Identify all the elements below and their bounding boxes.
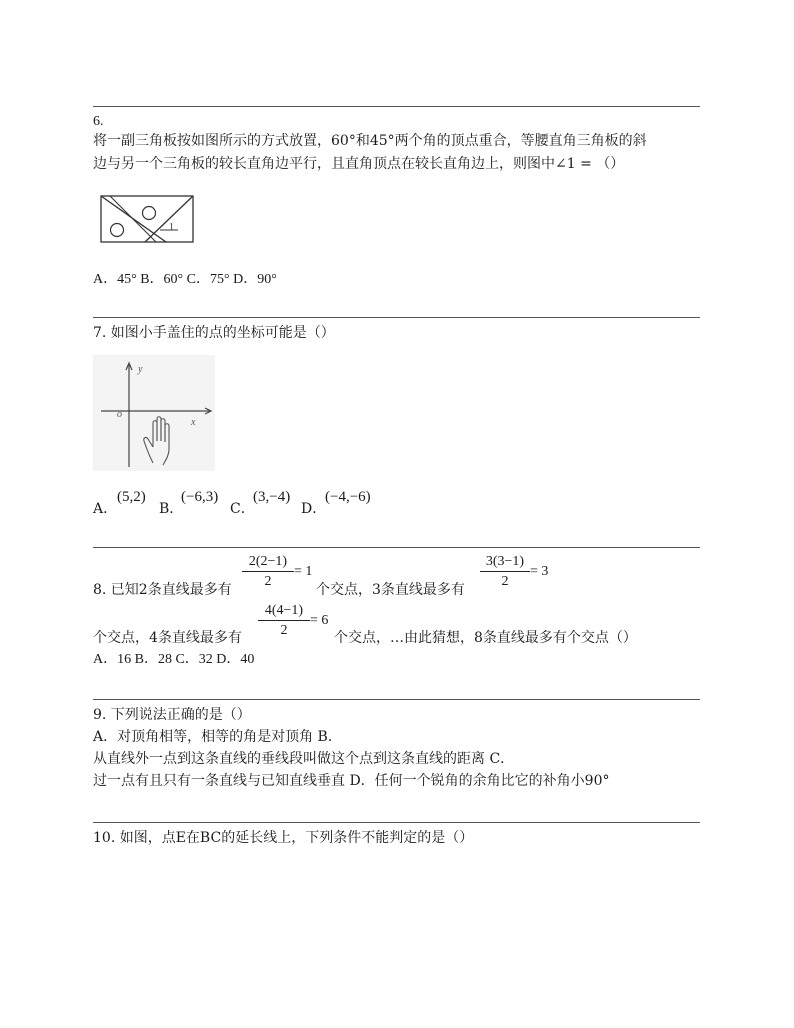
q8-fraction-1: [242, 554, 313, 590]
q7-axis-y-label: y: [138, 364, 143, 375]
q8-text-part4: 个交点，…由此猜想，8条直线最多有个交点（）: [334, 630, 637, 646]
q8-frac2-result: = 3: [530, 564, 549, 579]
q6-triangle-figure: [98, 192, 198, 246]
q8-text-part2: 个交点，3条直线最多有: [316, 582, 465, 598]
divider-q8: [93, 547, 700, 548]
q8-frac2-denominator: 2: [501, 574, 509, 589]
divider-q7: [93, 317, 700, 318]
q7-option-d: D．: [301, 501, 327, 517]
q7-option-b: B．: [159, 501, 184, 517]
q7-option-c: C．: [230, 501, 255, 517]
q8-options: A．16 B．28 C．32 D．40: [93, 652, 255, 667]
q10-text: 10. 如图，点E在BC的延长线上，下列条件不能判定的是（）: [93, 830, 474, 846]
q7-axis-x-label: x: [191, 417, 196, 428]
q7-coord-b: (−6,3): [181, 489, 219, 505]
q8-frac3-numerator: 4(4−1): [264, 603, 304, 618]
q6-number: 6.: [93, 114, 104, 129]
q6-text-line2: 边与另一个三角板的较长直角边平行，且直角顶点在较长直角边上，则图中∠1 = （）: [93, 156, 625, 172]
q8-frac1-numerator: 2(2−1): [248, 554, 288, 569]
q9-line2: 从直线外一点到这条直线的垂线段叫做这个点到这条直线的距离 C．: [93, 751, 515, 767]
q8-frac1-denominator: 2: [264, 574, 272, 589]
q8-frac1-result: = 1: [294, 564, 313, 579]
q8-frac2-numerator: 3(3−1): [485, 554, 525, 569]
q7-text: 7. 如图小手盖住的点的坐标可能是（）: [93, 325, 335, 341]
q8-fraction-2: [480, 554, 549, 590]
q6-angle-label: 1: [169, 222, 174, 233]
q7-coord-c: (3,−4): [253, 489, 291, 505]
divider-q10: [93, 822, 700, 823]
q8-frac3-result: = 6: [310, 613, 329, 628]
q9-line3: 过一点有且只有一条直线与已知直线垂直 D．任何一个锐角的余角比它的补角小90°: [93, 773, 610, 789]
q7-coord-a: (5,2): [117, 489, 146, 505]
q7-origin-label: o: [117, 409, 122, 420]
q9-text: 9. 下列说法正确的是（）: [93, 707, 251, 723]
divider-q6: [93, 106, 700, 107]
divider-q9: [93, 699, 700, 700]
q6-text-line1: 将一副三角板按如图所示的方式放置，60°和45°两个角的顶点重合，等腰直角三角板的斜: [93, 133, 647, 149]
q7-coordinate-figure: [93, 355, 215, 471]
q8-frac3-denominator: 2: [280, 623, 288, 638]
q7-option-a: A．: [93, 501, 118, 517]
q6-options: A．45° B．60° C．75° D．90°: [93, 272, 277, 287]
q8-fraction-3: [258, 603, 329, 639]
q8-text-part1: 8. 已知2条直线最多有: [93, 582, 232, 598]
q7-coord-d: (−4,−6): [325, 489, 371, 505]
q9-line1: A．对顶角相等，相等的角是对顶角 B．: [93, 729, 342, 745]
q8-text-part3: 个交点，4条直线最多有: [93, 630, 242, 646]
